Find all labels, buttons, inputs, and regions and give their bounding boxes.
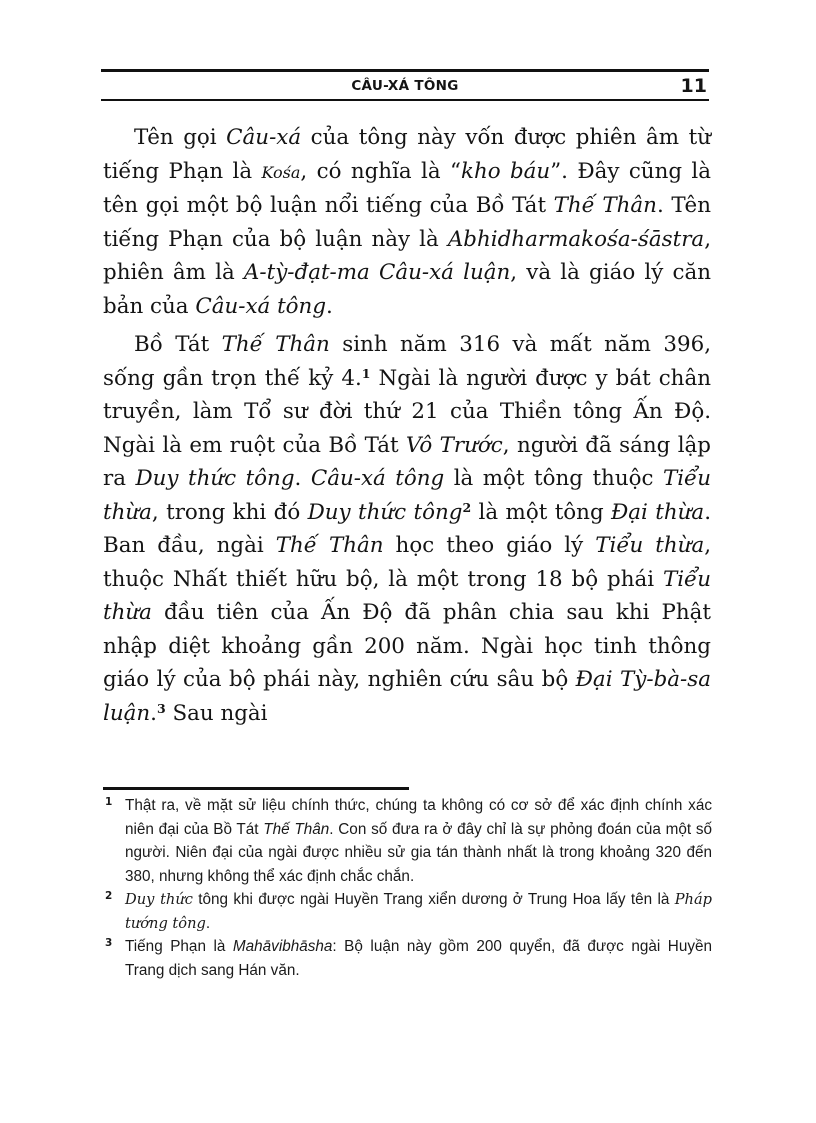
text-run: Duy thức tông <box>135 466 295 491</box>
text-run: Tiểu thừa <box>103 466 711 525</box>
text-run: , thuộc Nhất thiết hữu bộ, là một trong 18 bộ phái <box>103 533 712 592</box>
footnote-number: 1 <box>105 796 113 808</box>
footnote-text <box>125 891 712 932</box>
text-run: . <box>150 700 157 726</box>
text-run: Ngài là người được y bát chân truyền, làm Tổ sư đời thứ 21 của Thiền tông Ấn Độ. Ngài là em ruột của Bồ Tát <box>103 365 711 458</box>
text-run: học theo giáo lý <box>383 533 596 558</box>
text-run: Abhidharmakośa-śāstra <box>447 226 705 252</box>
text-run: . <box>326 293 333 319</box>
text-run: Tiếng Phạn là <box>125 938 233 955</box>
text-run: Thế Thân <box>263 820 330 838</box>
text-run: sinh năm 316 và mất năm 396, sống gần trọn thế kỷ 4. <box>103 332 712 391</box>
footnote-divider <box>103 787 409 790</box>
paragraph <box>103 121 711 323</box>
text-run: Câu-xá tông <box>195 293 327 319</box>
text-run: Thế Thân <box>553 193 657 218</box>
text-run: . Ban đầu, ngài <box>103 499 711 558</box>
text-run: A-tỳ-đạt-ma Câu-xá luận <box>243 260 511 285</box>
footnote-number: 3 <box>105 937 113 949</box>
text-run: . Tên tiếng Phạn của bộ luận này là <box>103 193 711 252</box>
text-run: kho báu <box>460 158 551 184</box>
body-text <box>103 121 711 730</box>
footnote <box>103 794 712 888</box>
text-run: , có nghĩa là “ <box>300 158 461 184</box>
footnote-text <box>125 797 712 885</box>
footnote <box>103 888 712 935</box>
footnote-number: 2 <box>105 890 113 902</box>
footnote-ref: 2 <box>462 499 472 515</box>
page-number: 11 <box>680 75 707 97</box>
text-run: : Bộ luận này gồm 200 quyển, đã được ngài Huyền Trang dịch sang Hán văn. <box>125 938 712 979</box>
text-run: , người đã sáng lập ra <box>103 432 711 491</box>
footnote-text <box>125 938 712 979</box>
text-run: Đại thừa <box>611 499 705 525</box>
running-header <box>101 69 709 101</box>
text-run: Kośa <box>261 162 301 182</box>
footnote-ref: 3 <box>156 700 166 716</box>
footnotes <box>103 794 712 982</box>
text-run: Vô Trước <box>405 432 503 458</box>
text-run: Tiểu thừa <box>103 566 711 625</box>
text-run: . Con số đưa ra ở đây chỉ là sự phỏng đoán của một số người. Niên đại của ngài được nhiều sử gia tán thành nhất là trong khoảng 320 đến 380, nhưng không thể xác định chắc chắn. <box>125 820 712 885</box>
text-run: Thế Thân <box>275 533 384 558</box>
text-run: Duy thức tông <box>307 499 463 525</box>
text-run: là một tông <box>471 499 612 525</box>
text-run: Thật ra, về mặt sử liệu chính thức, chúng ta không có cơ sở để xác định chính xác niên đại của Bồ Tát <box>125 797 712 838</box>
text-run: đầu tiên của Ấn Độ đã phân chia sau khi Phật nhập diệt khoảng gần 200 năm. Ngài học tinh thông giáo lý của bộ phái này, nghiên cứu sâu bộ <box>103 600 711 692</box>
text-run: của tông này vốn được phiên âm từ tiếng Phạn là <box>103 125 711 184</box>
text-run: Sau ngài <box>165 700 268 726</box>
text-run: Tên gọi <box>134 125 227 150</box>
text-run: Câu-xá tông <box>310 466 445 491</box>
running-header-title: CÂU-XÁ TÔNG <box>351 78 459 94</box>
text-run: , trong khi đó <box>151 499 308 525</box>
text-run: . <box>205 914 211 932</box>
text-run: Thế Thân <box>221 332 330 357</box>
text-run: Duy thức <box>125 891 193 908</box>
text-run: tông khi được ngài Huyền Trang xiển dương ở Trung Hoa lấy tên là <box>192 891 675 908</box>
text-run: Mahāvibhāsha <box>232 938 333 955</box>
text-run: ”. Đây cũng là tên gọi một bộ luận nổi tiếng của Bồ Tát <box>103 158 712 218</box>
text-run: là một tông thuộc <box>444 466 663 491</box>
text-run: Đại Tỳ-bà-sa luận <box>103 667 711 726</box>
text-run: Bồ Tát <box>134 332 222 357</box>
text-run: , phiên âm là <box>103 226 711 285</box>
text-run: Câu-xá <box>226 125 302 150</box>
text-run: Tiểu thừa <box>595 533 705 558</box>
text-run: . <box>294 466 311 491</box>
paragraph <box>103 328 711 730</box>
text-run: , và là giáo lý căn bản của <box>103 260 711 319</box>
text-run: Pháp tướng tông <box>125 891 712 932</box>
footnote <box>103 935 712 982</box>
footnote-ref: 1 <box>361 365 371 381</box>
